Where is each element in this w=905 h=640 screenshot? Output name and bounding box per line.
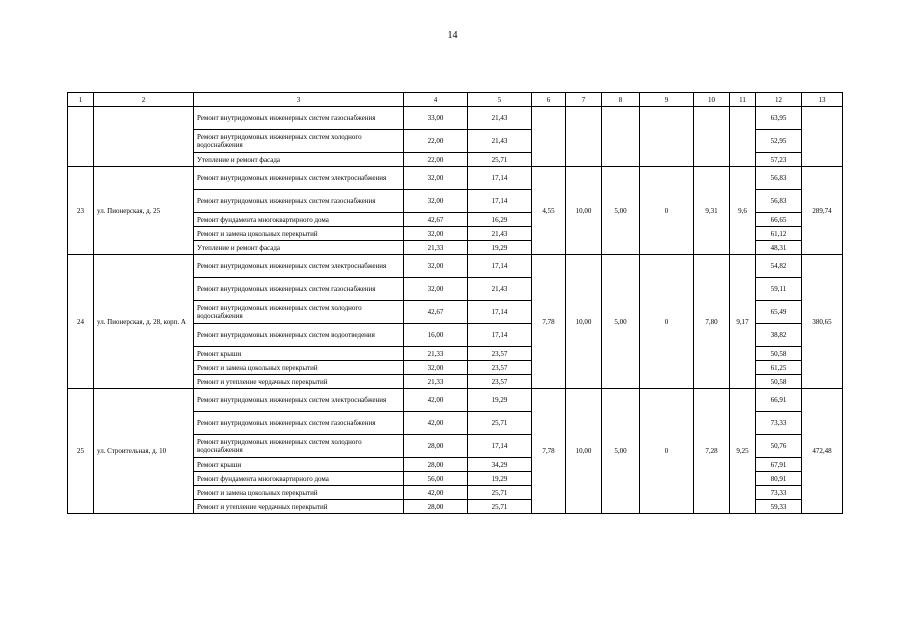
cell-work-name: Ремонт внутридомовых инженерных систем газоснабжения xyxy=(194,107,404,130)
cell-number xyxy=(68,107,94,167)
cell-col12: 38,82 xyxy=(756,324,802,347)
cell-col12: 56,83 xyxy=(756,167,802,190)
cell-col4: 33,00 xyxy=(404,107,468,130)
cell-col4: 28,00 xyxy=(404,435,468,458)
column-header: 1 xyxy=(68,93,94,107)
cell-work-name: Ремонт фундамента многоквартирного дома xyxy=(194,472,404,486)
cell-work-name: Ремонт внутридомовых инженерных систем холодного водоснабжения xyxy=(194,435,404,458)
cell-col13 xyxy=(802,107,843,167)
cell-col12: 66,91 xyxy=(756,389,802,412)
cell-work-name: Ремонт фундамента многоквартирного дома xyxy=(194,213,404,227)
cell-col4: 21,33 xyxy=(404,375,468,389)
cell-work-name: Ремонт внутридомовых инженерных систем газоснабжения xyxy=(194,278,404,301)
cell-col4: 56,00 xyxy=(404,472,468,486)
cell-col5: 17,14 xyxy=(468,324,532,347)
cell-col4: 22,00 xyxy=(404,130,468,153)
cell-c6: 7,78 xyxy=(532,389,566,514)
cell-address: ул. Пионерская, д. 28, корп. А xyxy=(94,255,194,389)
cell-col5: 17,14 xyxy=(468,435,532,458)
cell-work-name: Ремонт внутридомовых инженерных систем газоснабжения xyxy=(194,412,404,435)
cell-work-name: Ремонт внутридомовых инженерных систем электроснабжения xyxy=(194,255,404,278)
cell-work-name: Ремонт внутридомовых инженерных систем холодного водоснабжения xyxy=(194,130,404,153)
cell-c9: 0 xyxy=(640,389,694,514)
cell-col5: 21,43 xyxy=(468,130,532,153)
cell-c8: 5,00 xyxy=(602,167,640,255)
cell-col12: 61,25 xyxy=(756,361,802,375)
column-header: 8 xyxy=(602,93,640,107)
table-row xyxy=(68,167,843,190)
cell-col12: 50,76 xyxy=(756,435,802,458)
cell-number: 23 xyxy=(68,167,94,255)
cell-col5: 17,14 xyxy=(468,301,532,324)
cell-col5: 21,43 xyxy=(468,107,532,130)
cell-col5: 23,57 xyxy=(468,375,532,389)
cell-col5: 25,71 xyxy=(468,500,532,514)
cell-col5: 25,71 xyxy=(468,486,532,500)
cell-col4: 42,00 xyxy=(404,412,468,435)
cell-c9: 0 xyxy=(640,167,694,255)
cell-col12: 56,83 xyxy=(756,190,802,213)
cell-c6: 7,78 xyxy=(532,255,566,389)
cell-col12: 80,91 xyxy=(756,472,802,486)
cell-col4: 22,00 xyxy=(404,153,468,167)
cell-work-name: Утепление и ремонт фасада xyxy=(194,153,404,167)
cell-col4: 32,00 xyxy=(404,361,468,375)
cell-work-name: Утепление и ремонт фасада xyxy=(194,241,404,255)
cell-col13: 289,74 xyxy=(802,167,843,255)
cell-col5: 23,57 xyxy=(468,347,532,361)
cell-c9: 0 xyxy=(640,255,694,389)
cell-work-name: Ремонт внутридомовых инженерных систем холодного водоснабжения xyxy=(194,301,404,324)
cell-col12: 63,95 xyxy=(756,107,802,130)
cell-c7 xyxy=(566,107,602,167)
cell-col5: 16,29 xyxy=(468,213,532,227)
cell-c7: 10,00 xyxy=(566,255,602,389)
cell-col12: 66,65 xyxy=(756,213,802,227)
cell-col5: 21,43 xyxy=(468,227,532,241)
page-number: 14 xyxy=(447,30,458,41)
column-header: 12 xyxy=(756,93,802,107)
cell-col12: 54,82 xyxy=(756,255,802,278)
cell-work-name: Ремонт и замена цокольных перекрытий xyxy=(194,361,404,375)
table-row xyxy=(68,107,843,130)
cell-work-name: Ремонт внутридомовых инженерных систем электроснабжения xyxy=(194,389,404,412)
cell-col4: 42,67 xyxy=(404,301,468,324)
cell-address: ул. Строительная, д. 10 xyxy=(94,389,194,514)
cell-c11: 9,17 xyxy=(730,255,756,389)
column-header: 6 xyxy=(532,93,566,107)
cell-work-name: Ремонт крыши xyxy=(194,458,404,472)
column-header: 2 xyxy=(94,93,194,107)
cell-c10: 9,31 xyxy=(694,167,730,255)
cell-address: ул. Пионерская, д. 25 xyxy=(94,167,194,255)
cell-col5: 17,14 xyxy=(468,167,532,190)
cell-col4: 32,00 xyxy=(404,255,468,278)
cell-c7: 10,00 xyxy=(566,389,602,514)
cell-work-name: Ремонт и замена цокольных перекрытий xyxy=(194,227,404,241)
cell-number: 25 xyxy=(68,389,94,514)
cell-col12: 73,33 xyxy=(756,412,802,435)
cell-work-name: Ремонт внутридомовых инженерных систем водоотведения xyxy=(194,324,404,347)
column-header: 11 xyxy=(730,93,756,107)
cell-col12: 50,58 xyxy=(756,347,802,361)
cell-col4: 32,00 xyxy=(404,227,468,241)
cell-work-name: Ремонт крыши xyxy=(194,347,404,361)
cell-c8: 5,00 xyxy=(602,389,640,514)
column-header: 7 xyxy=(566,93,602,107)
cell-col12: 61,12 xyxy=(756,227,802,241)
column-header: 5 xyxy=(468,93,532,107)
cell-col4: 42,00 xyxy=(404,486,468,500)
cell-col12: 50,58 xyxy=(756,375,802,389)
cell-c11: 9,6 xyxy=(730,167,756,255)
cell-col4: 28,00 xyxy=(404,458,468,472)
column-header: 4 xyxy=(404,93,468,107)
cell-col5: 17,14 xyxy=(468,190,532,213)
cell-col5: 25,71 xyxy=(468,153,532,167)
cell-col5: 17,14 xyxy=(468,255,532,278)
cell-work-name: Ремонт внутридомовых инженерных систем газоснабжения xyxy=(194,190,404,213)
cell-c6: 4,55 xyxy=(532,167,566,255)
column-header: 3 xyxy=(194,93,404,107)
table-row xyxy=(68,255,843,278)
cell-col4: 32,00 xyxy=(404,167,468,190)
cell-address xyxy=(94,107,194,167)
cell-col5: 34,29 xyxy=(468,458,532,472)
column-header: 9 xyxy=(640,93,694,107)
cell-c9 xyxy=(640,107,694,167)
cell-c10: 7,80 xyxy=(694,255,730,389)
table-body xyxy=(68,107,843,514)
cell-col4: 42,67 xyxy=(404,213,468,227)
cell-col5: 21,43 xyxy=(468,278,532,301)
column-header: 13 xyxy=(802,93,843,107)
cell-col13: 380,65 xyxy=(802,255,843,389)
cell-col12: 48,31 xyxy=(756,241,802,255)
cell-col4: 32,00 xyxy=(404,278,468,301)
cell-col4: 32,00 xyxy=(404,190,468,213)
cell-col12: 59,11 xyxy=(756,278,802,301)
cell-col12: 59,33 xyxy=(756,500,802,514)
cell-col4: 21,33 xyxy=(404,347,468,361)
cell-c8: 5,00 xyxy=(602,255,640,389)
header-row xyxy=(68,93,843,107)
cell-col5: 19,29 xyxy=(468,472,532,486)
cell-work-name: Ремонт и замена цокольных перекрытий xyxy=(194,486,404,500)
cell-c10 xyxy=(694,107,730,167)
cell-c8 xyxy=(602,107,640,167)
cell-col12: 52,95 xyxy=(756,130,802,153)
repair-schedule-table xyxy=(67,92,843,514)
cell-c11 xyxy=(730,107,756,167)
cell-col4: 16,00 xyxy=(404,324,468,347)
cell-col5: 19,29 xyxy=(468,241,532,255)
cell-work-name: Ремонт и утепление чердачных перекрытий xyxy=(194,375,404,389)
cell-col12: 57,23 xyxy=(756,153,802,167)
cell-c10: 7,28 xyxy=(694,389,730,514)
cell-c11: 9,25 xyxy=(730,389,756,514)
cell-col4: 21,33 xyxy=(404,241,468,255)
cell-work-name: Ремонт и утепление чердачных перекрытий xyxy=(194,500,404,514)
cell-col5: 19,29 xyxy=(468,389,532,412)
cell-col4: 28,00 xyxy=(404,500,468,514)
cell-c7: 10,00 xyxy=(566,167,602,255)
cell-col13: 472,48 xyxy=(802,389,843,514)
cell-col12: 73,33 xyxy=(756,486,802,500)
cell-col5: 25,71 xyxy=(468,412,532,435)
cell-col12: 65,49 xyxy=(756,301,802,324)
table-row xyxy=(68,389,843,412)
column-header: 10 xyxy=(694,93,730,107)
cell-col5: 23,57 xyxy=(468,361,532,375)
cell-work-name: Ремонт внутридомовых инженерных систем электроснабжения xyxy=(194,167,404,190)
cell-col12: 67,91 xyxy=(756,458,802,472)
cell-number: 24 xyxy=(68,255,94,389)
cell-col4: 42,00 xyxy=(404,389,468,412)
cell-c6 xyxy=(532,107,566,167)
